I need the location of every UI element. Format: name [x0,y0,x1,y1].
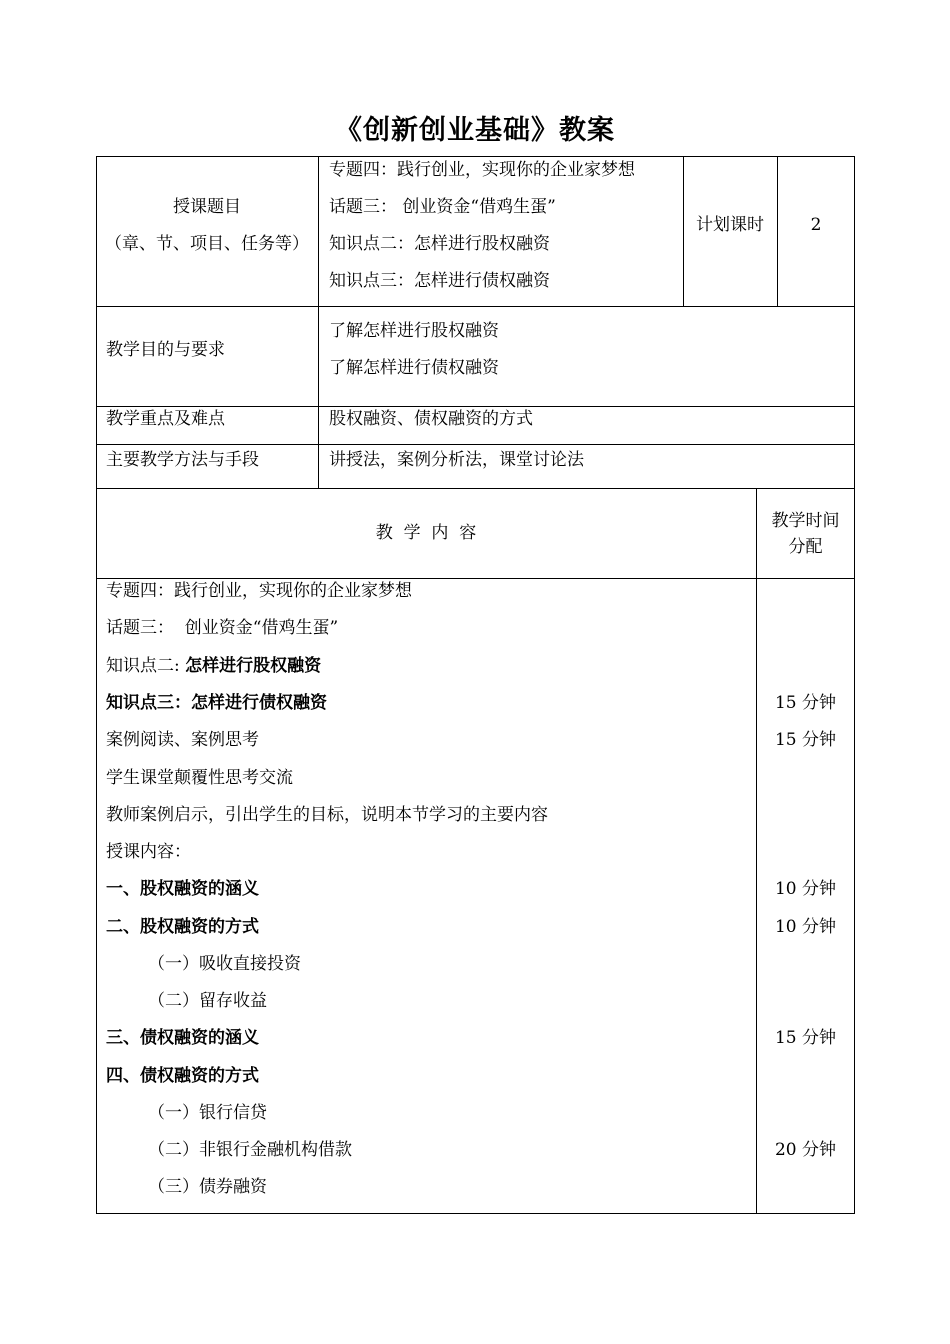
content-line: 教师案例启示，引出学生的目标，说明本节学习的主要内容 [106,805,548,825]
content-line: 二、股权融资的方式 [106,917,259,937]
time-header: 教学时间 [771,511,840,531]
focus-label: 教学重点及难点 [106,409,225,429]
time-header-sub: 分配 [788,537,823,557]
content-line: 授课内容： [106,842,191,862]
planned-hours-value: 2 [810,215,822,235]
topic-line: 话题三： 创业资金“借鸡生蛋” [329,197,556,217]
time-allocation: 20 分钟 [774,1140,837,1160]
column-divider [756,488,757,1214]
time-allocation: 15 分钟 [774,1028,837,1048]
planned-hours-label: 计划课时 [696,215,764,235]
content-line: （一）银行信贷 [148,1103,267,1123]
content-header: 教 学 内 容 [375,523,477,543]
row-divider [96,306,855,307]
row-divider [96,578,855,579]
content-line: 知识点三：怎样进行债权融资 [106,693,327,713]
topic-line: 知识点三：怎样进行债权融资 [329,271,550,291]
document-title: 《创新创业基础》教案 [335,115,615,146]
time-allocation: 10 分钟 [774,917,837,937]
content-line: （一）吸收直接投资 [148,954,301,974]
time-allocation: 10 分钟 [774,879,837,899]
row-divider [96,406,855,407]
topic-label: 授课题目 [173,197,241,217]
lesson-plan-table [96,156,855,1214]
row-divider [96,488,855,489]
topic-label-sub: （章、节、项目、任务等） [105,234,309,254]
content-line: （二）留存收益 [148,991,267,1011]
content-line: 案例阅读、案例思考 [106,730,259,750]
goals-line: 了解怎样进行债权融资 [329,358,499,378]
method-label: 主要教学方法与手段 [106,450,259,470]
row-divider [96,444,855,445]
goals-label: 教学目的与要求 [106,340,225,360]
content-line: 话题三： 创业资金“借鸡生蛋” [106,618,339,638]
column-divider [318,156,319,488]
content-line: 三、债权融资的涵义 [106,1028,259,1048]
method-value: 讲授法，案例分析法，课堂讨论法 [329,450,584,470]
goals-line: 了解怎样进行股权融资 [329,321,499,341]
content-line: 四、债权融资的方式 [106,1066,259,1086]
content-line: 专题四：践行创业，实现你的企业家梦想 [106,581,412,601]
time-allocation: 15 分钟 [774,693,837,713]
content-line: （二）非银行金融机构借款 [148,1140,352,1160]
content-line-prefix: 知识点二: [106,656,186,676]
content-line-bold: 怎样进行股权融资 [185,656,322,676]
focus-value: 股权融资、债权融资的方式 [329,409,533,429]
content-line: 学生课堂颠覆性思考交流 [106,768,293,788]
content-line [106,655,321,677]
content-line: （三）债券融资 [148,1177,267,1197]
content-line: 一、股权融资的涵义 [106,879,259,899]
time-allocation: 15 分钟 [774,730,837,750]
topic-line: 专题四：践行创业，实现你的企业家梦想 [329,160,635,180]
topic-line: 知识点二：怎样进行股权融资 [329,234,550,254]
